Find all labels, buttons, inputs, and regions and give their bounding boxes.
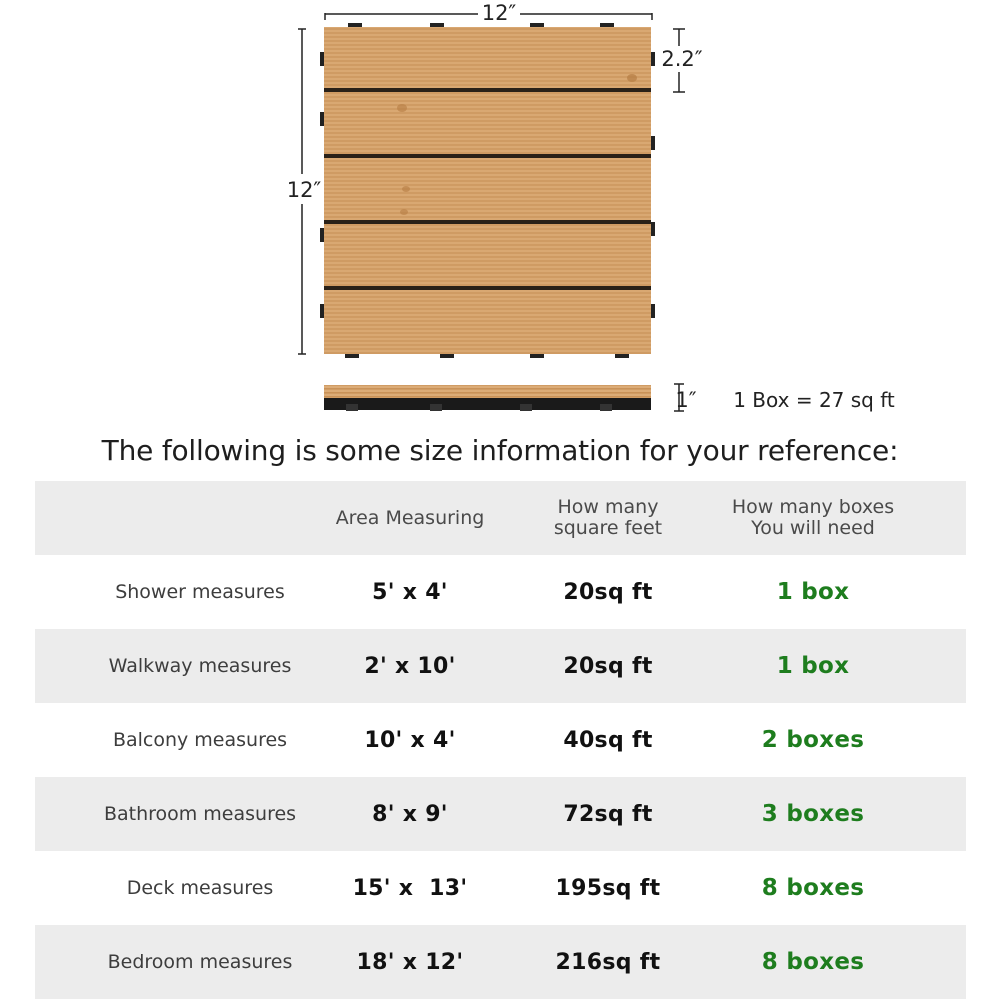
row-label: Walkway measures — [108, 655, 292, 677]
table-row — [35, 703, 966, 777]
header-sqft-line2: square feet — [553, 517, 663, 539]
header-sqft-line1: How many — [557, 496, 659, 518]
table-row — [35, 925, 966, 999]
slat-dimension — [661, 29, 702, 92]
row-boxes: 3 boxes — [761, 801, 865, 827]
table-row — [35, 555, 966, 629]
height-label: 12″ — [286, 178, 322, 202]
row-area: 8' x 9' — [372, 801, 448, 827]
row-sqft: 20sq ft — [563, 653, 653, 679]
row-label: Balcony measures — [112, 729, 288, 751]
table-row — [35, 777, 966, 851]
row-label: Bedroom measures — [107, 951, 293, 973]
row-sqft: 40sq ft — [563, 727, 653, 753]
tile-diagram — [0, 0, 1000, 430]
table-row — [35, 851, 966, 925]
thickness-dimension — [674, 384, 697, 412]
row-area: 15' x 13' — [352, 875, 468, 901]
header-sqft — [508, 481, 708, 555]
tile-face — [320, 23, 655, 358]
page-title: The following is some size information for your reference: — [101, 434, 899, 467]
row-area: 10' x 4' — [364, 727, 456, 753]
row-sqft: 216sq ft — [555, 949, 661, 975]
width-dimension — [325, 1, 652, 25]
row-area: 5' x 4' — [372, 579, 448, 605]
box-coverage: 1 Box = 27 sq ft — [733, 388, 895, 412]
row-boxes: 8 boxes — [761, 949, 865, 975]
row-label: Shower measures — [115, 581, 285, 603]
height-dimension — [287, 29, 322, 354]
width-label: 12″ — [481, 1, 517, 25]
row-boxes: 2 boxes — [761, 727, 865, 753]
row-label: Deck measures — [126, 877, 274, 899]
row-area: 18' x 12' — [356, 949, 464, 975]
header-area: Area Measuring — [335, 506, 485, 529]
size-table — [35, 481, 966, 999]
row-sqft: 195sq ft — [555, 875, 661, 901]
table-row — [35, 629, 966, 703]
thickness-label: 1″ — [675, 388, 697, 412]
header-boxes — [710, 481, 916, 555]
row-label: Bathroom measures — [103, 803, 297, 825]
row-boxes: 8 boxes — [761, 875, 865, 901]
row-sqft: 72sq ft — [563, 801, 653, 827]
row-area: 2' x 10' — [364, 653, 456, 679]
slat-label: 2.2″ — [661, 47, 703, 71]
header-boxes-line1: How many boxes — [731, 496, 895, 518]
header-boxes-line2: You will need — [751, 517, 875, 539]
table-header — [35, 481, 966, 555]
row-boxes: 1 box — [776, 579, 850, 605]
row-sqft: 20sq ft — [563, 579, 653, 605]
row-boxes: 1 box — [776, 653, 850, 679]
tile-profile — [324, 385, 651, 411]
